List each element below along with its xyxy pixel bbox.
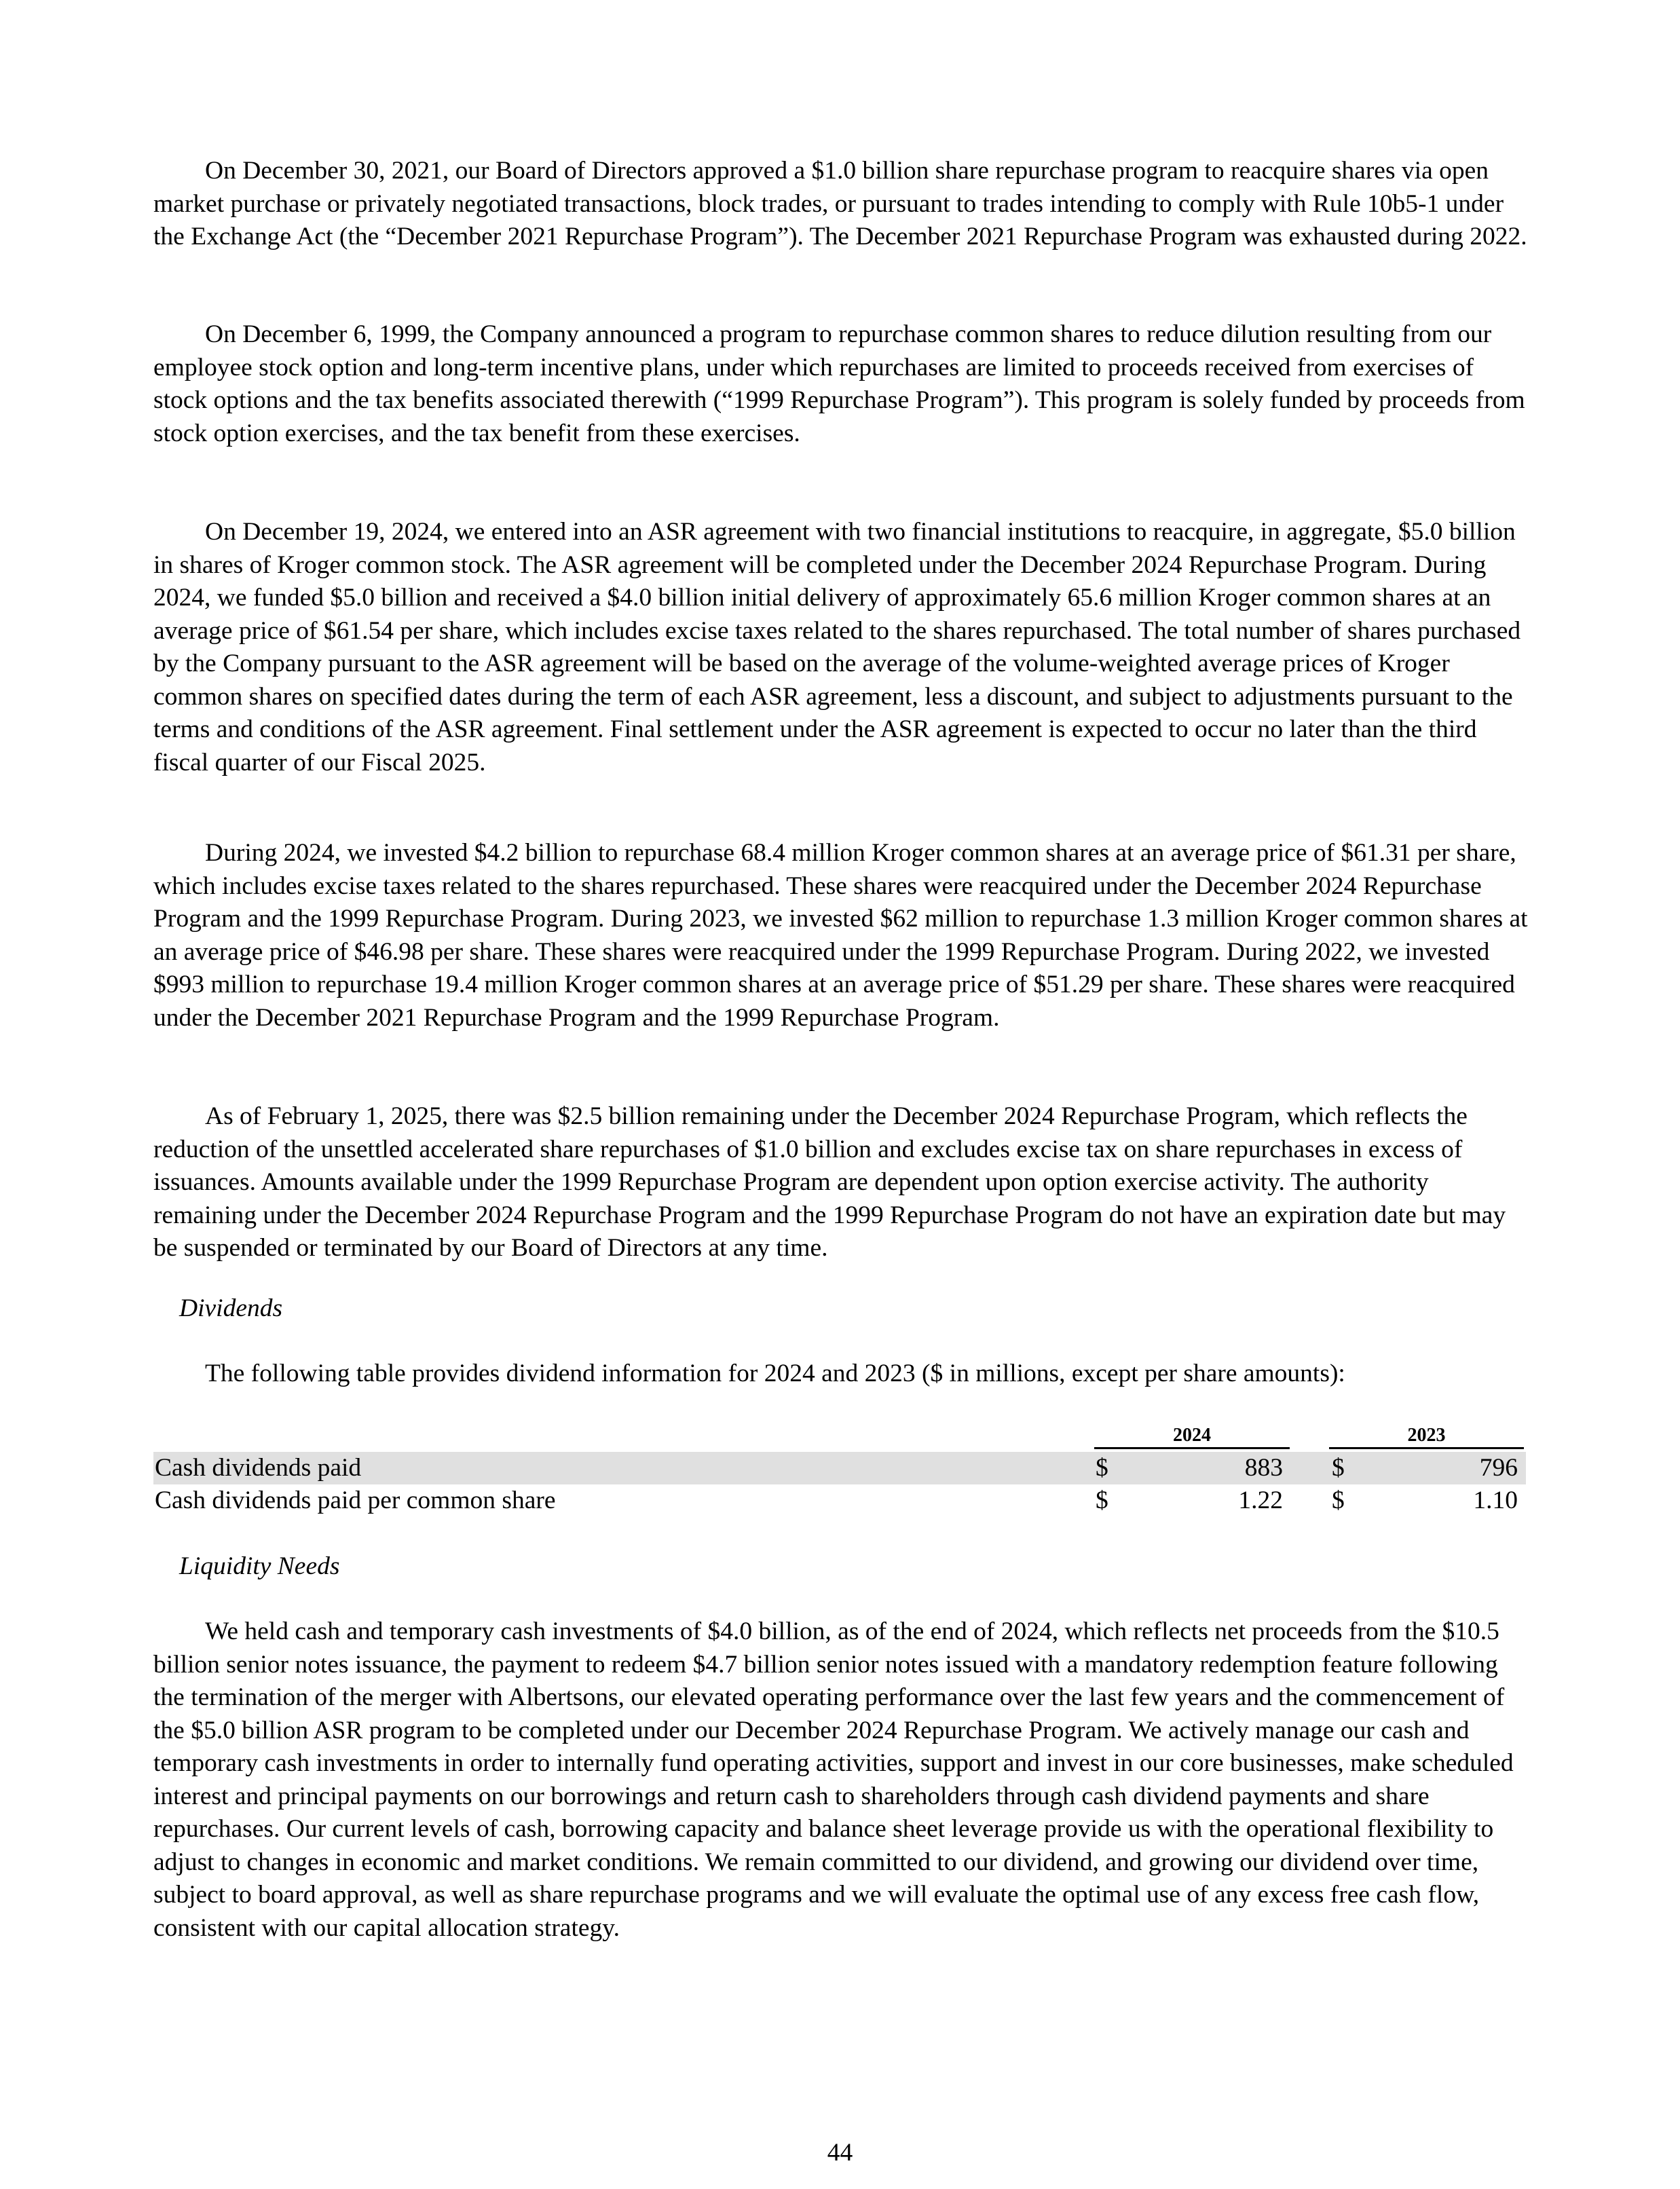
row-label: Cash dividends paid [155, 1454, 362, 1482]
paragraph-1999-program: On December 6, 1999, the Company announced a program to repurchase common shares to reduce dilution resulting from our employee stock option and long-term incentive plans, under which repurchases are limited to proceeds received from exercises of stock options and the tax benefits associated therewith (“1999 Repurchase Program”). This program is solely funded by proceeds from stock option exercises, and the tax benefit from these exercises. [153, 320, 1525, 447]
currency-symbol: $ [1096, 1486, 1108, 1514]
paragraph-remaining-authority: As of February 1, 2025, there was $2.5 billion remaining under the December 2024 Repurchase Program, which reflects the reduction of the unsettled accelerated share repurchases of $1.0 billion and excludes excise tax on share repurchases in excess of issuances. Amounts available under the 1999 Repurchase Program are dependent upon option exercise activity. The authority remaining under the December 2024 Repurchase Program and the 1999 Repurchase Program do not have an expiration date but may be suspended or terminated by our Board of Directors at any time. [153, 1102, 1506, 1262]
heading-liquidity-needs: Liquidity Needs [179, 1552, 340, 1580]
value-2023: 796 [1479, 1454, 1518, 1482]
column-header-2023: 2023 [1329, 1424, 1524, 1449]
table-row [153, 1484, 1526, 1517]
value-2024: 1.22 [1238, 1486, 1283, 1514]
currency-symbol: $ [1332, 1486, 1345, 1514]
paragraph-december-2021-program: On December 30, 2021, our Board of Directors approved a $1.0 billion share repurchase program to reacquire shares via open market purchase or privately negotiated transactions, block trades, or pursuant to trades intending to comply with Rule 10b5-1 under the Exchange Act (the “December 2021 Repurchase Program”). The December 2021 Repurchase Program was exhausted during 2022. [153, 157, 1527, 250]
heading-dividends: Dividends [179, 1294, 283, 1322]
row-label: Cash dividends paid per common share [155, 1486, 556, 1514]
paragraph-dividend-intro: The following table provides dividend information for 2024 and 2023 ($ in millions, except per share amounts): [205, 1360, 1345, 1387]
table-header [153, 1424, 1526, 1451]
value-2024: 883 [1244, 1454, 1283, 1482]
paragraph-share-repurchases: During 2024, we invested $4.2 billion to repurchase 68.4 million Kroger common shares at an average price of $61.31 per share, which includes excise taxes related to the shares repurchased. These shares were reacquired under the December 2024 Repurchase Program and the 1999 Repurchase Program. During 2023, we invested $62 million to repurchase 1.3 million Kroger common shares at an average price of $46.98 per share. These shares were reacquired under the 1999 Repurchase Program. During 2022, we invested $993 million to repurchase 19.4 million Kroger common shares at an average price of $51.29 per share. These shares were reacquired under the December 2021 Repurchase Program and the 1999 Repurchase Program. [153, 839, 1528, 1032]
currency-symbol: $ [1096, 1454, 1108, 1482]
column-header-2024: 2024 [1094, 1424, 1290, 1449]
currency-symbol: $ [1332, 1454, 1345, 1482]
paragraph-asr-agreement: On December 19, 2024, we entered into an ASR agreement with two financial institutions to reacquire, in aggregate, $5.0 billion in shares of Kroger common stock. The ASR agreement will be completed under the December 2024 Repurchase Program. During 2024, we funded $5.0 billion and received a $4.0 billion initial delivery of approximately 65.6 million Kroger common shares at an average price of $61.54 per share, which includes excise taxes related to the shares repurchased. The total number of shares purchased by the Company pursuant to the ASR agreement will be based on the average of the volume-weighted average prices of Kroger common shares on specified dates during the term of each ASR agreement, less a discount, and subject to adjustments pursuant to the terms and conditions of the ASR agreement. Final settlement under the ASR agreement is expected to occur no later than the third fiscal quarter of our Fiscal 2025. [153, 518, 1521, 777]
table-row [153, 1452, 1526, 1484]
page-number: 44 [827, 2139, 853, 2167]
paragraph-liquidity: We held cash and temporary cash investments of $4.0 billion, as of the end of 2024, which reflects net proceeds from the $10.5 billion senior notes issuance, the payment to redeem $4.7 billion senior notes issued with a mandatory redemption feature following the termination of the merger with Albertsons, our elevated operating performance over the last few years and the commencement of the $5.0 billion ASR program to be completed under our December 2024 Repurchase Program. We actively manage our cash and temporary cash investments in order to internally fund operating activities, support and invest in our core businesses, make scheduled interest and principal payments on our borrowings and return cash to shareholders through cash dividend payments and share repurchases. Our current levels of cash, borrowing capacity and balance sheet leverage provide us with the operational flexibility to adjust to changes in economic and market conditions. We remain committed to our dividend, and growing our dividend over time, subject to board approval, as well as share repurchase programs and we will evaluate the optimal use of any excess free cash flow, consistent with our capital allocation strategy. [153, 1617, 1514, 1942]
value-2023: 1.10 [1473, 1486, 1518, 1514]
